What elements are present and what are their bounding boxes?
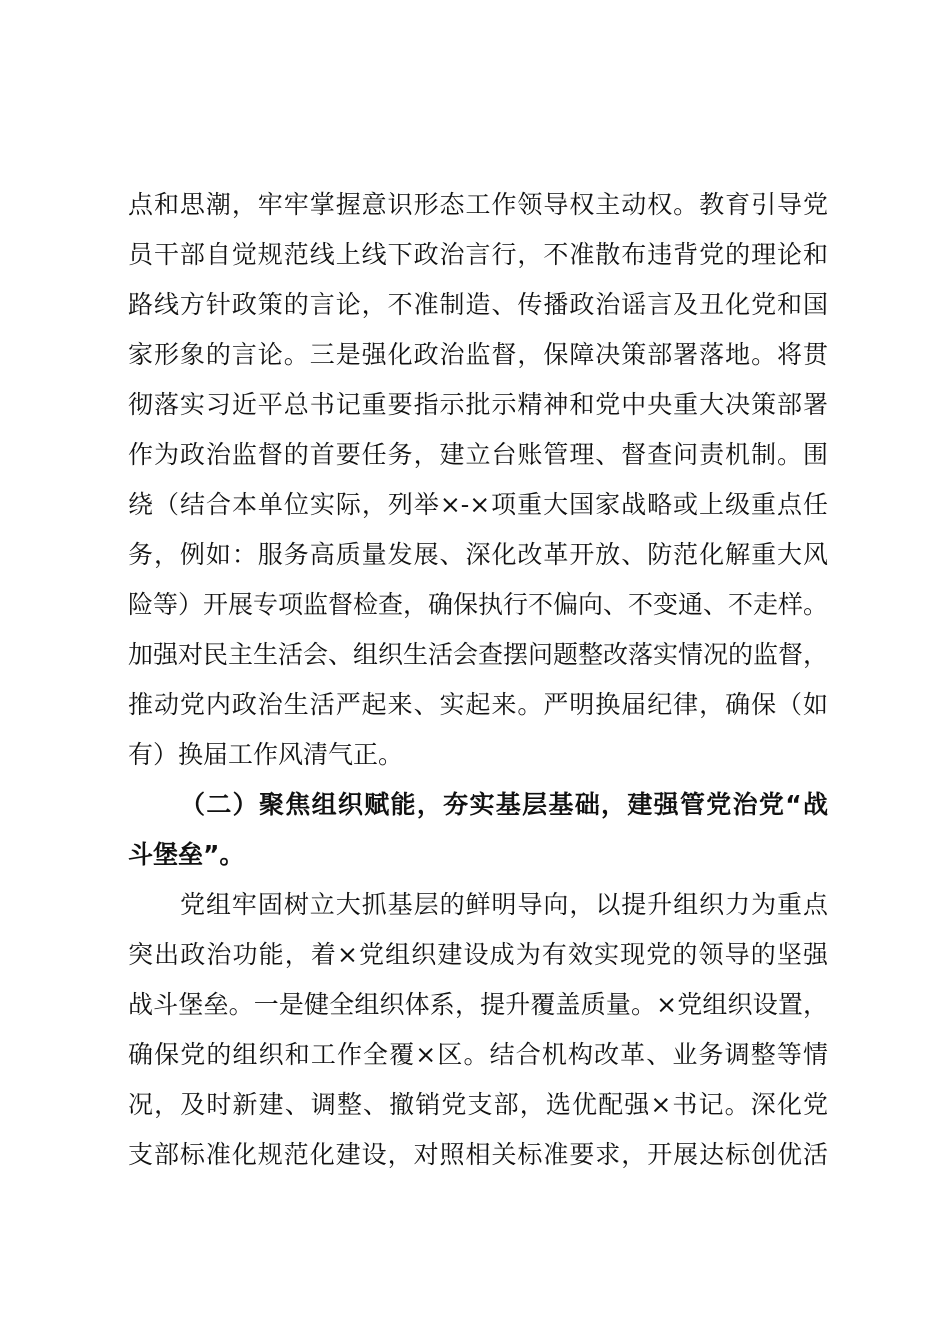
section-heading: 斗堡垒”。	[128, 840, 245, 869]
text-line: 党组牢固树立大抓基层的鲜明导向，以提升组织力为重点	[180, 890, 828, 919]
text-line: 务，例如：服务高质量发展、深化改革开放、防范化解重大风	[128, 540, 828, 569]
text-line: 有）换届工作风清气正。	[128, 740, 404, 769]
text-line: 确保党的组织和工作全覆×区。结合机构改革、业务调整等情	[128, 1040, 828, 1069]
section-heading: （二）聚焦组织赋能，夯实基层基础，建强管党治党“战	[180, 790, 828, 819]
text-line: 作为政治监督的首要任务，建立台账管理、督查问责机制。围	[128, 440, 828, 469]
text-line: 突出政治功能，着×党组织建设成为有效实现党的领导的坚强	[128, 940, 828, 969]
text-line: 支部标准化规范化建设，对照相关标准要求，开展达标创优活	[128, 1140, 828, 1169]
text-line: 员干部自觉规范线上线下政治言行，不准散布违背党的理论和	[128, 240, 828, 269]
text-line: 险等）开展专项监督检查，确保执行不偏向、不变通、不走样。	[128, 590, 829, 619]
text-line: 彻落实习近平总书记重要指示批示精神和党中央重大决策部署	[128, 390, 828, 419]
text-line: 点和思潮，牢牢掌握意识形态工作领导权主动权。教育引导党	[128, 190, 828, 219]
text-line: 推动党内政治生活严起来、实起来。严明换届纪律，确保（如	[128, 690, 828, 719]
text-line: 路线方针政策的言论，不准制造、传播政治谣言及丑化党和国	[128, 290, 828, 319]
text-line: 家形象的言论。三是强化政治监督，保障决策部署落地。将贯	[128, 340, 828, 369]
text-line: 加强对民主生活会、组织生活会查摆问题整改落实情况的监督，	[128, 640, 829, 669]
text-line: 况，及时新建、调整、撤销党支部，选优配强×书记。深化党	[128, 1090, 828, 1119]
text-line: 战斗堡垒。一是健全组织体系，提升覆盖质量。×党组织设置，	[128, 990, 828, 1019]
text-line: 绕（结合本单位实际，列举×-×项重大国家战略或上级重点任	[128, 490, 828, 519]
